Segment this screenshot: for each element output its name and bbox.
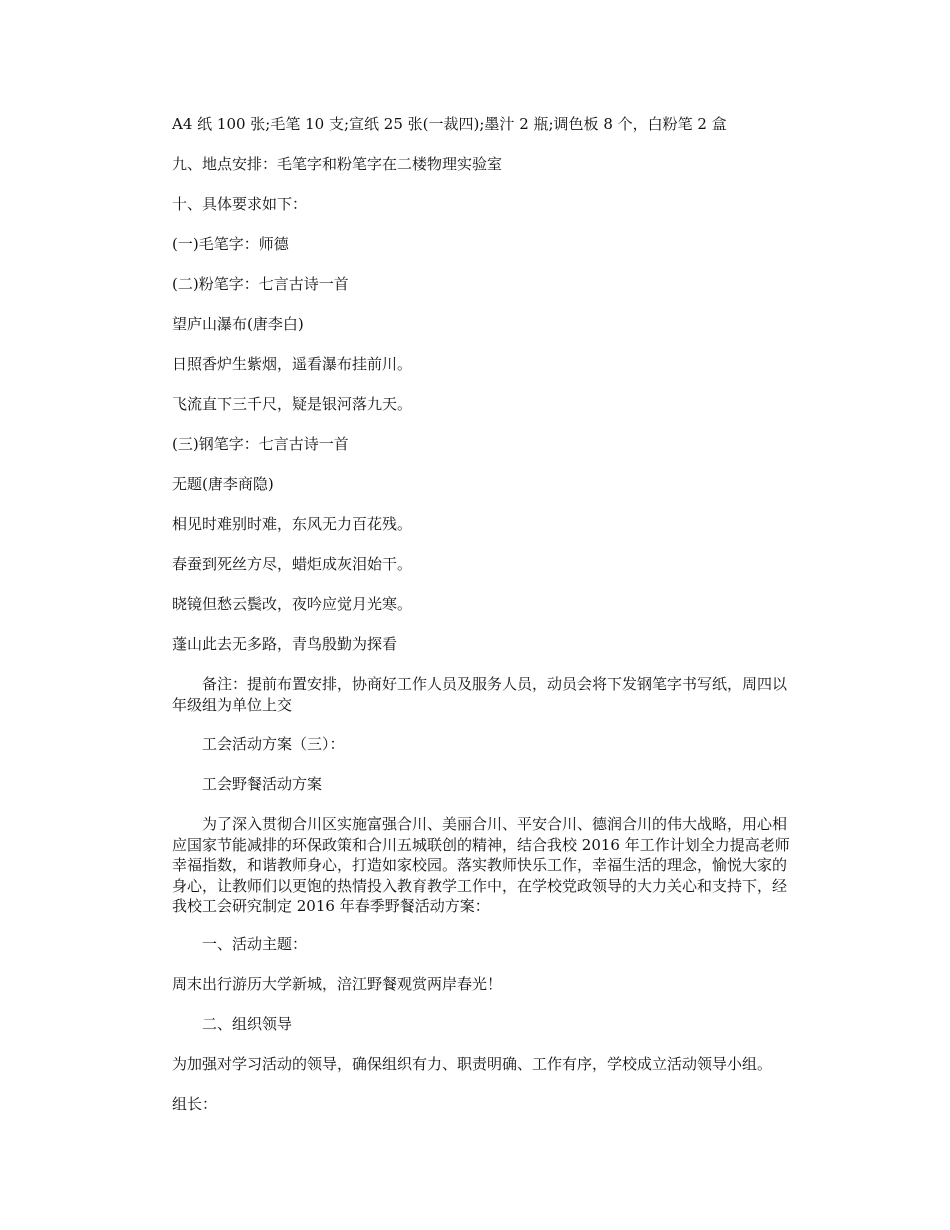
section-title: 工会活动方案（三）： bbox=[172, 735, 345, 753]
note-paragraph bbox=[172, 674, 792, 715]
requirements-heading: 十、具体要求如下： bbox=[172, 195, 308, 213]
poem-1-title: 望庐山瀑布(唐李白) bbox=[172, 315, 304, 333]
materials-line: A4 纸 100 张;毛笔 10 支;宣纸 25 张(一裁四);墨汁 2 瓶;调色板 8 个，白粉笔 2 盒 bbox=[172, 115, 727, 133]
heading-activity-theme: 一、活动主题： bbox=[172, 935, 308, 953]
chalk-calligraphy-line: (二)粉笔字：七言古诗一首 bbox=[172, 275, 349, 293]
activity-theme-text: 周末出行游历大学新城，涪江野餐观赏两岸春光！ bbox=[172, 975, 503, 993]
intro-line-4: 身心，让教师们以更饱的热情投入教育教学工作中，在学校党政领导的大力关心和支持下，经 bbox=[172, 876, 788, 895]
location-line: 九、地点安排：毛笔字和粉笔字在二楼物理实验室 bbox=[172, 155, 503, 173]
poem-2-line-1: 相见时难别时难，东风无力百花残。 bbox=[172, 515, 413, 533]
poem-1-line-1: 日照香炉生紫烟，遥看瀑布挂前川。 bbox=[172, 355, 413, 373]
note-line-1: 备注：提前布置安排，协商好工作人员及服务人员，动员会将下发钢笔字书写纸，周四以 bbox=[172, 675, 788, 693]
poem-2-line-2: 春蚕到死丝方尽，蜡炬成灰泪始干。 bbox=[172, 555, 413, 573]
leadership-text: 为加强对学习活动的领导，确保组织有力、职责明确、工作有序，学校成立活动领导小组。 bbox=[172, 1055, 773, 1073]
brush-calligraphy-line: (一)毛笔字：师德 bbox=[172, 235, 289, 253]
plan-title: 工会野餐活动方案 bbox=[172, 775, 323, 793]
pen-calligraphy-line: (三)钢笔字：七言古诗一首 bbox=[172, 435, 349, 453]
leader-label: 组长： bbox=[172, 1095, 218, 1113]
heading-organization: 二、组织领导 bbox=[172, 1015, 293, 1033]
poem-2-title: 无题(唐李商隐) bbox=[172, 475, 274, 493]
intro-line-2: 应国家节能减排的环保政策和合川五城联创的精神，结合我校 2016 年工作计划全力提高老师 bbox=[172, 835, 790, 854]
intro-paragraph bbox=[172, 814, 792, 917]
poem-1-line-2: 飞流直下三千尺，疑是银河落九天。 bbox=[172, 395, 413, 413]
intro-line-5: 我校工会研究制定 2016 年春季野餐活动方案： bbox=[172, 897, 490, 915]
poem-2-line-3: 晓镜但愁云鬓改，夜吟应觉月光寒。 bbox=[172, 595, 413, 613]
intro-line-1: 为了深入贯彻合川区实施富强合川、美丽合川、平安合川、德润合川的伟大战略，用心相 bbox=[172, 815, 788, 833]
note-line-2: 年级组为单位上交 bbox=[172, 695, 293, 714]
poem-2-line-4: 蓬山此去无多路，青鸟殷勤为探看 bbox=[172, 635, 398, 653]
intro-line-3: 幸福指数，和谐教师身心，打造如家校园。落实教师快乐工作，幸福生活的理念，愉悦大家的 bbox=[172, 856, 788, 874]
